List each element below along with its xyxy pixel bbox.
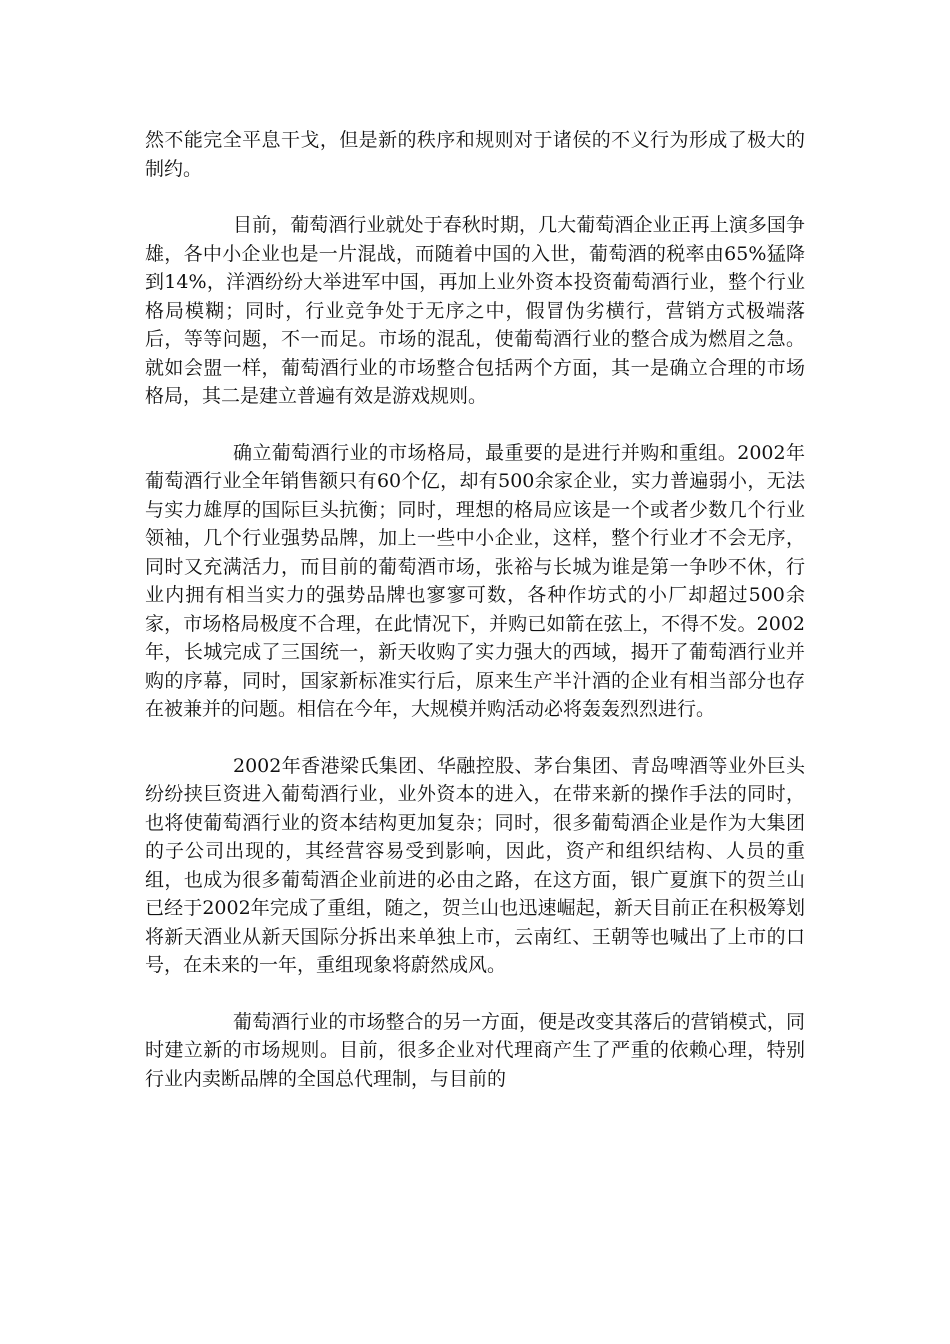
document-page bbox=[145, 126, 805, 1121]
paragraph-market-structure-mergers: 确立葡萄酒行业的市场格局，最重要的是进行并购和重组。2002年葡萄酒行业全年销售额只有60个亿，却有500余家企业，实力普遍弱小，无法与实力雄厚的国际巨头抗衡；同时，理想的格局应该是一个或者少数几个行业领袖，几个行业强势品牌，加上一些中小企业，这样，整个行业才不会无序，同时又充满活力，而目前的葡萄酒市场，张裕与长城为谁是第一争吵不休，行业内拥有相当实力的强势品牌也寥寥可数，各种作坊式的小厂却超过500余家，市场格局极度不合理，在此情况下，并购已如箭在弦上，不得不发。2002年，长城完成了三国统一，新天收购了实力强大的西域，揭开了葡萄酒行业并购的序幕，同时，国家新标准实行后，原来生产半汁酒的企业有相当部分也存在被兼并的问题。相信在今年，大规模并购活动必将轰轰烈烈进行。 bbox=[145, 441, 805, 720]
paragraph-outside-capital-restructuring: 2002年香港梁氏集团、华融控股、茅台集团、青岛啤酒等业外巨头纷纷挟巨资进入葡萄酒行业，业外资本的进入，在带来新的操作手法的同时，也将使葡萄酒行业的资本结构更加复杂；同时，很多葡萄酒企业是作为大集团的子公司出现的，其经营容易受到影响，因此，资产和组织结构、人员的重组，也成为很多葡萄酒企业前进的必由之路，在这方面，银广夏旗下的贺兰山已经于2002年完成了重组，随之，贺兰山也迅速崛起，新天目前正在积极筹划将新天酒业从新天国际分拆出来单独上市，云南红、王朝等也喊出了上市的口号，在未来的一年，重组现象将蔚然成风。 bbox=[145, 754, 805, 976]
paragraph-continuation: 然不能完全平息干戈，但是新的秩序和规则对于诸侯的不义行为形成了极大的制约。 bbox=[145, 129, 805, 180]
paragraph-marketing-model: 葡萄酒行业的市场整合的另一方面，便是改变其落后的营销模式，同时建立新的市场规则。目前，很多企业对代理商产生了严重的依赖心理，特别行业内卖断品牌的全国总代理制，与目前的 bbox=[145, 1010, 805, 1090]
paragraph-wine-industry-spring-autumn: 目前，葡萄酒行业就处于春秋时期，几大葡萄酒企业正再上演多国争雄，各中小企业也是一片混战，而随着中国的入世，葡萄酒的税率由65%猛降到14%，洋酒纷纷大举进军中国，再加上业外资本投资葡萄酒行业，整个行业格局模糊；同时，行业竞争处于无序之中，假冒伪劣横行，营销方式极端落后，等等问题，不一而足。市场的混乱，使葡萄酒行业的整合成为燃眉之急。就如会盟一样，葡萄酒行业的市场整合包括两个方面，其一是确立合理的市场格局，其二是建立普遍有效是游戏规则。 bbox=[145, 214, 805, 407]
